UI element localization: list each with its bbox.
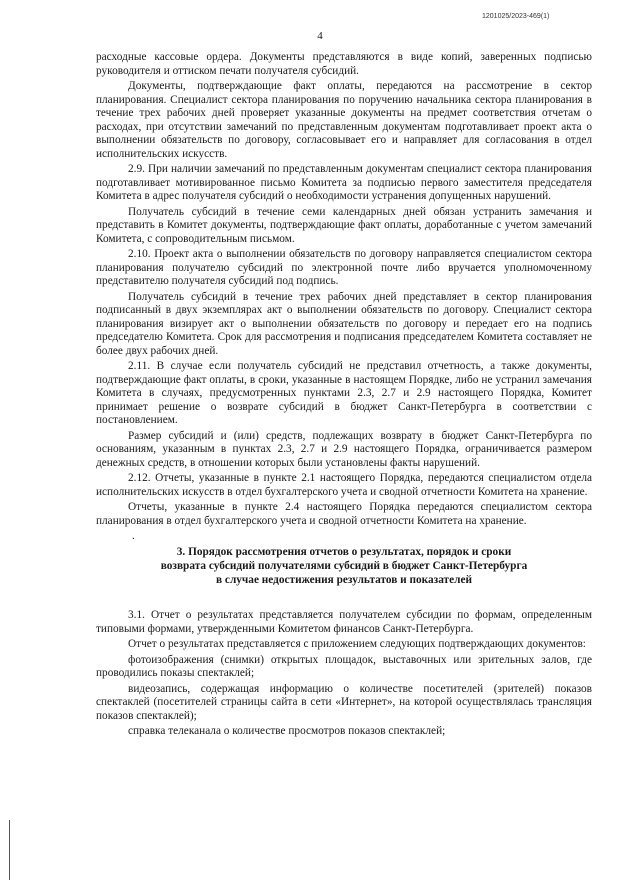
page-number: 4 <box>317 30 323 42</box>
section-heading-line: 3. Порядок рассмотрения отчетов о результатах, порядок и сроки <box>176 546 512 558</box>
paragraph: Отчеты, указанные в пункте 2.4 настоящего Порядка передаются специалистом сектора планирования в отдел бухгалтерского учета и сводной отчетности Комитета на хранение. <box>96 501 592 527</box>
paragraph: Размер субсидий и (или) средств, подлежащих возврату в бюджет Санкт-Петербурга по основаниям, указанным в пунктах 2.3, 2.7 и 2.9 настоящего Порядка, ограничивается размером денежных средств, в отношении которых были установлены факты нарушений. <box>96 429 592 469</box>
section-mark: . <box>132 530 135 542</box>
paragraph: 2.9. При наличии замечаний по представленным документам специалист сектора планирования подготавливает мотивированное письмо Комитета за подписью первого заместителя председателя Комитета в адрес получателя субсидий о необходимости устранения допущенных нарушений. <box>96 163 592 202</box>
section-heading <box>96 545 592 587</box>
scan-edge-line <box>9 820 10 880</box>
paragraph: Получатель субсидий в течение трех рабочих дней представляет в сектор планирования подписанный в двух экземплярах акт о выполнении обязательств по договору. Специалист сектора планирования визирует акт о выполнении обязательств по договору и передает его на подпись председателю Комитета. Срок для рассмотрения и подписания председателем Комитета составляет не более двух рабочих дней. <box>96 290 592 357</box>
paragraph: видеозапись, содержащая информацию о количестве посетителей (зрителей) показов спектаклей (посетителей страницы сайта в сети «Интернет», на которой осуществлялась трансляция показов спектаклей); <box>96 682 592 722</box>
paragraph: Отчет о результатах представляется с приложением следующих подтверждающих документов: <box>128 638 586 650</box>
paragraph: фотоизображения (снимки) открытых площадок, выставочных или зрительных залов, где проводились показы спектаклей; <box>96 653 592 679</box>
paragraph: 2.10. Проект акта о выполнении обязательств по договору направляется специалистом сектора планирования получателю субсидий по электронной почте либо вручается уполномоченному представителю получателя субсидий под подпись. <box>96 248 592 287</box>
section-heading-line: возврата субсидий получателями субсидий в бюджет Санкт-Петербурга <box>160 560 528 572</box>
document-id: 1201025/2023-469(1) <box>482 13 550 20</box>
section-heading-line: в случае недостижения результатов и показателей <box>216 574 472 586</box>
paragraph: 3.1. Отчет о результатах представляется получателем субсидии по формам, определенным типовыми формами, утвержденными Комитетом финансов Санкт-Петербурга. <box>96 609 592 635</box>
paragraph: 2.12. Отчеты, указанные в пункте 2.1 настоящего Порядка, передаются специалистом отдела исполнительских искусств в отдел бухгалтерского учета и сводной отчетности Комитета на хранение. <box>96 472 592 498</box>
paragraph: Получатель субсидий в течение семи календарных дней обязан устранить замечания и представить в Комитет документы, подтверждающие факт оплаты, доработанные с учетом замечаний Комитета, с сопроводительным письмом. <box>96 205 592 245</box>
paragraph: 2.11. В случае если получатель субсидий не представил отчетность, а также документы, подтверждающие факт оплаты, в сроки, указанные в настоящем Порядке, либо не устранил замечания Комитета в случаях, предусмотренных пунктами 2.3, 2.7 и 2.9 настоящего Порядка, Комитет принимает решение о возврате субсидий в бюджет Санкт-Петербурга в соответствии с постановлением. <box>96 360 592 426</box>
paragraph: расходные кассовые ордера. Документы представляются в виде копий, заверенных подписью руководителя и оттиском печати получателя субсидий. <box>96 51 592 77</box>
paragraph: Документы, подтверждающие факт оплаты, передаются на рассмотрение в сектор планирования. Специалист сектора планирования по поручению начальника сектора планирования в течение трех рабочих дней проверяет указанные документы на предмет соответствия отчетам о расходах, при отсутствии замечаний по представленным документам подготавливает проект акта о выполнении обязательств по договору, согласовывает его и направляет для согласования в отдел исполнительских искусств. <box>96 80 592 160</box>
document-body <box>96 51 592 741</box>
paragraph: справка телеканала о количестве просмотров показов спектаклей; <box>128 725 446 737</box>
